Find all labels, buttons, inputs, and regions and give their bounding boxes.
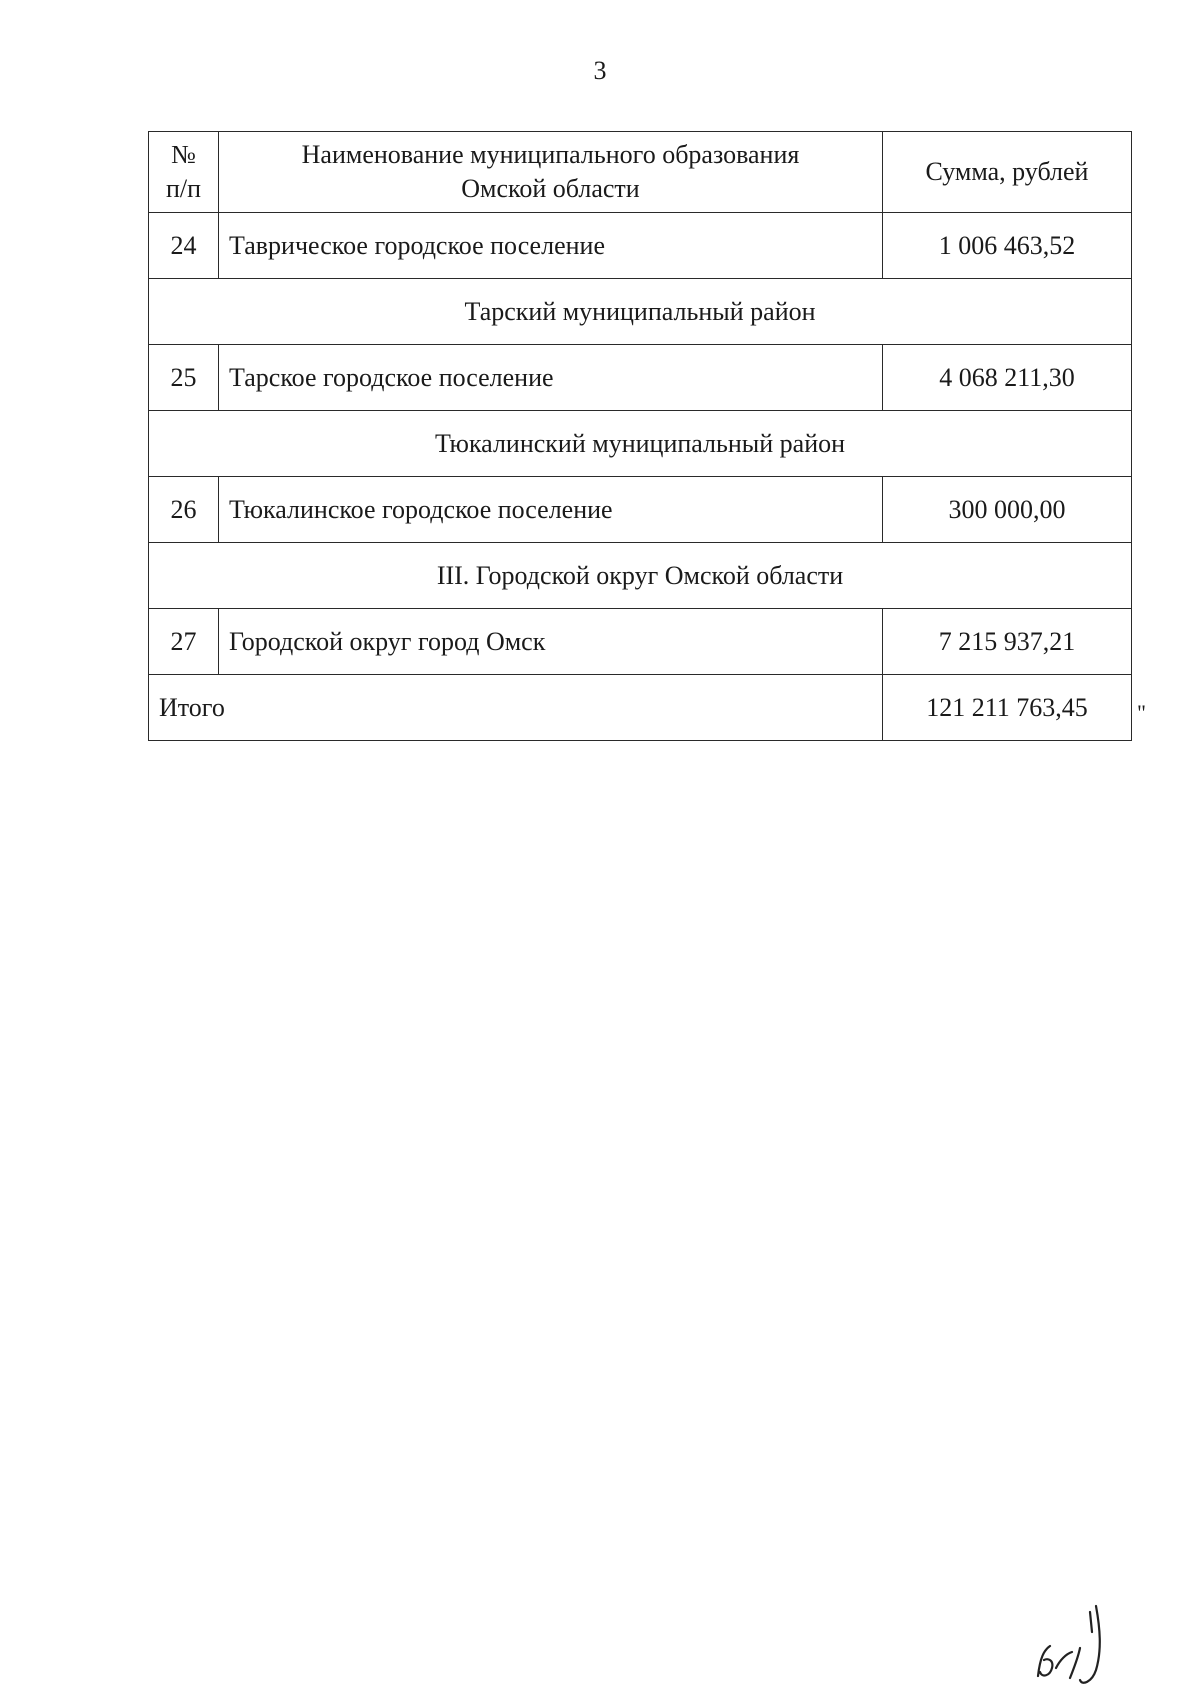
table-row (149, 609, 1132, 675)
header-name (219, 132, 883, 213)
allocation-table (148, 131, 1132, 741)
row-name: Тюкалинское городское поселение (219, 477, 883, 543)
section-row (149, 411, 1132, 477)
row-sum: 300 000,00 (883, 477, 1132, 543)
closing-quote: " (1137, 700, 1146, 725)
section-row (149, 279, 1132, 345)
row-number: 25 (149, 345, 219, 411)
table-header-row (149, 132, 1132, 213)
row-sum: 7 215 937,21 (883, 609, 1132, 675)
row-name: Городской округ город Омск (219, 609, 883, 675)
total-label: Итого (149, 675, 883, 741)
row-sum: 4 068 211,30 (883, 345, 1132, 411)
header-number-line1: № (171, 140, 196, 169)
header-name-line2: Омской области (461, 174, 640, 203)
total-sum: 121 211 763,45 (883, 675, 1132, 741)
table-row (149, 345, 1132, 411)
section-title: Тарский муниципальный район (149, 279, 1132, 345)
row-sum: 1 006 463,52 (883, 213, 1132, 279)
header-name-line1: Наименование муниципального образования (301, 140, 800, 169)
total-row (149, 675, 1132, 741)
section-title: III. Городской округ Омской области (149, 543, 1132, 609)
row-number: 26 (149, 477, 219, 543)
row-number: 27 (149, 609, 219, 675)
table-row (149, 213, 1132, 279)
header-number-line2: п/п (165, 174, 202, 203)
handwritten-signature (1030, 1598, 1140, 1693)
row-name: Тарское городское поселение (219, 345, 883, 411)
row-name: Таврическое городское поселение (219, 213, 883, 279)
header-sum: Сумма, рублей (883, 132, 1132, 213)
table-row (149, 477, 1132, 543)
row-number: 24 (149, 213, 219, 279)
page-number: 3 (593, 56, 607, 85)
section-title: Тюкалинский муниципальный район (149, 411, 1132, 477)
header-number (149, 132, 219, 213)
section-row (149, 543, 1132, 609)
